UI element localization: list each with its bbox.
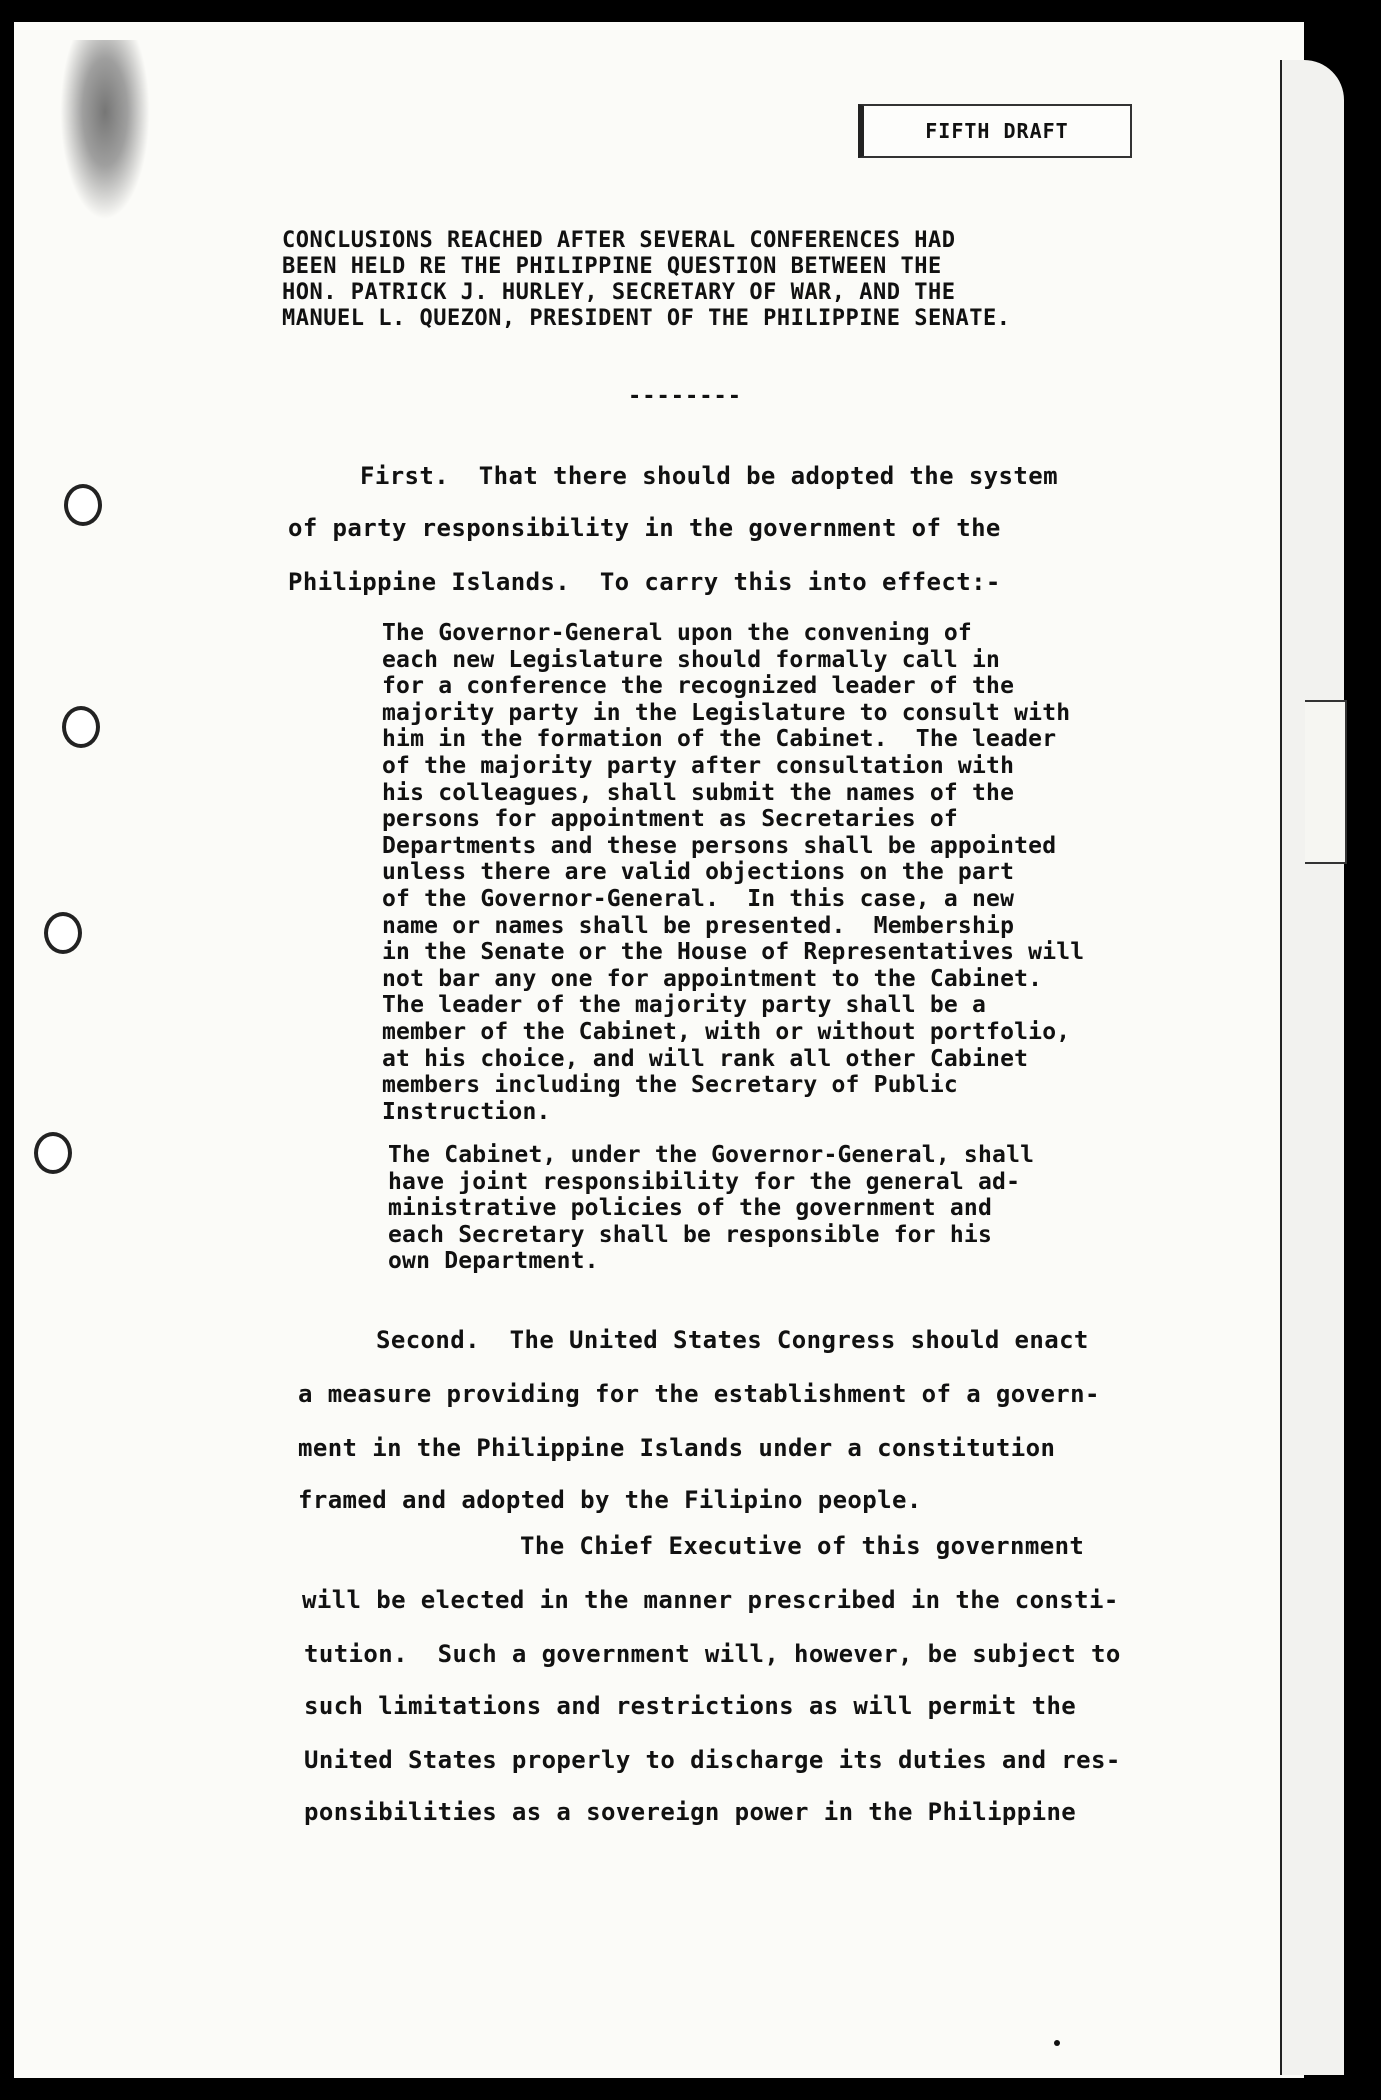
block-line: The leader of the majority party shall be a (382, 992, 987, 1019)
block-line: each new Legislature should formally call in (382, 646, 1001, 673)
block-line: at his choice, and will rank all other Cabinet (382, 1045, 1029, 1072)
block-line: The Cabinet, under the Governor-General, shall (388, 1142, 1035, 1168)
punch-hole (44, 912, 82, 954)
second-paragraph-line: ment in the Philippine Islands under a constitution (298, 1434, 1056, 1462)
first-paragraph-line: Philippine Islands. To carry this into effect:- (288, 568, 1001, 596)
underlying-sheet-edge (1280, 60, 1344, 2075)
first-indented-block (382, 620, 1084, 1125)
title-line: CONCLUSIONS REACHED AFTER SEVERAL CONFERENCES HAD (282, 228, 956, 253)
first-paragraph-line: of party responsibility in the government of the (288, 514, 1001, 542)
ink-speck (1054, 2040, 1060, 2046)
second-paragraph-line: a measure providing for the establishment of a govern- (298, 1380, 1100, 1408)
block-line: The Governor-General upon the convening of (382, 620, 972, 646)
block-line: Instruction. (382, 1098, 551, 1125)
block-line: persons for appointment as Secretaries of (382, 806, 958, 833)
first-indented-block-2 (388, 1142, 1034, 1275)
block-line: in the Senate or the House of Representatives will (382, 939, 1085, 966)
block-line: member of the Cabinet, with or without portfolio, (382, 1018, 1071, 1045)
separator: -------- (628, 384, 742, 409)
block-line: unless there are valid objections on the part (382, 859, 1015, 886)
second-paragraph-line: such limitations and restrictions as will permit the (304, 1692, 1077, 1720)
second-paragraph-line: will be elected in the manner prescribed in the consti- (302, 1586, 1119, 1614)
second-paragraph-line: tution. Such a government will, however, be subject to (304, 1640, 1121, 1668)
second-paragraph-line: Second. The United States Congress should enact (376, 1326, 1089, 1354)
block-line: name or names shall be presented. Membership (382, 912, 1015, 939)
second-paragraph-line: framed and adopted by the Filipino people. (298, 1486, 922, 1514)
title-line: BEEN HELD RE THE PHILIPPINE QUESTION BETWEEN THE (282, 254, 942, 279)
second-paragraph-line: The Chief Executive of this government (520, 1532, 1085, 1560)
block-line: have joint responsibility for the general ad- (388, 1168, 1021, 1195)
staple-stain (60, 40, 150, 220)
block-line: his colleagues, shall submit the names of the (382, 779, 1015, 806)
block-line: not bar any one for appointment to the Cabinet. (382, 965, 1043, 992)
block-line: own Department. (388, 1248, 599, 1275)
block-line: of the majority party after consultation with (382, 752, 1015, 779)
draft-stamp: FIFTH DRAFT (858, 104, 1132, 158)
block-line: members including the Secretary of Public (382, 1072, 958, 1099)
block-line: of the Governor-General. In this case, a new (382, 885, 1015, 912)
punch-hole (64, 484, 102, 526)
document-title (282, 228, 1182, 332)
first-paragraph-line: First. That there should be adopted the system (360, 462, 1058, 490)
file-tab (1305, 700, 1347, 864)
second-paragraph-line: United States properly to discharge its duties and res- (304, 1746, 1121, 1774)
title-line: MANUEL L. QUEZON, PRESIDENT OF THE PHILIPPINE SENATE. (282, 306, 1011, 331)
punch-hole (62, 706, 100, 748)
block-line: majority party in the Legislature to consult with (382, 699, 1071, 726)
block-line: for a conference the recognized leader of the (382, 673, 1015, 700)
punch-hole (34, 1132, 72, 1174)
second-paragraph-line: ponsibilities as a sovereign power in the Philippine (304, 1798, 1077, 1826)
block-line: ministrative policies of the government and (388, 1195, 993, 1222)
title-line: HON. PATRICK J. HURLEY, SECRETARY OF WAR, AND THE (282, 280, 956, 305)
block-line: Departments and these persons shall be appointed (382, 832, 1057, 859)
block-line: each Secretary shall be responsible for his (388, 1221, 993, 1248)
block-line: him in the formation of the Cabinet. The leader (382, 726, 1057, 753)
